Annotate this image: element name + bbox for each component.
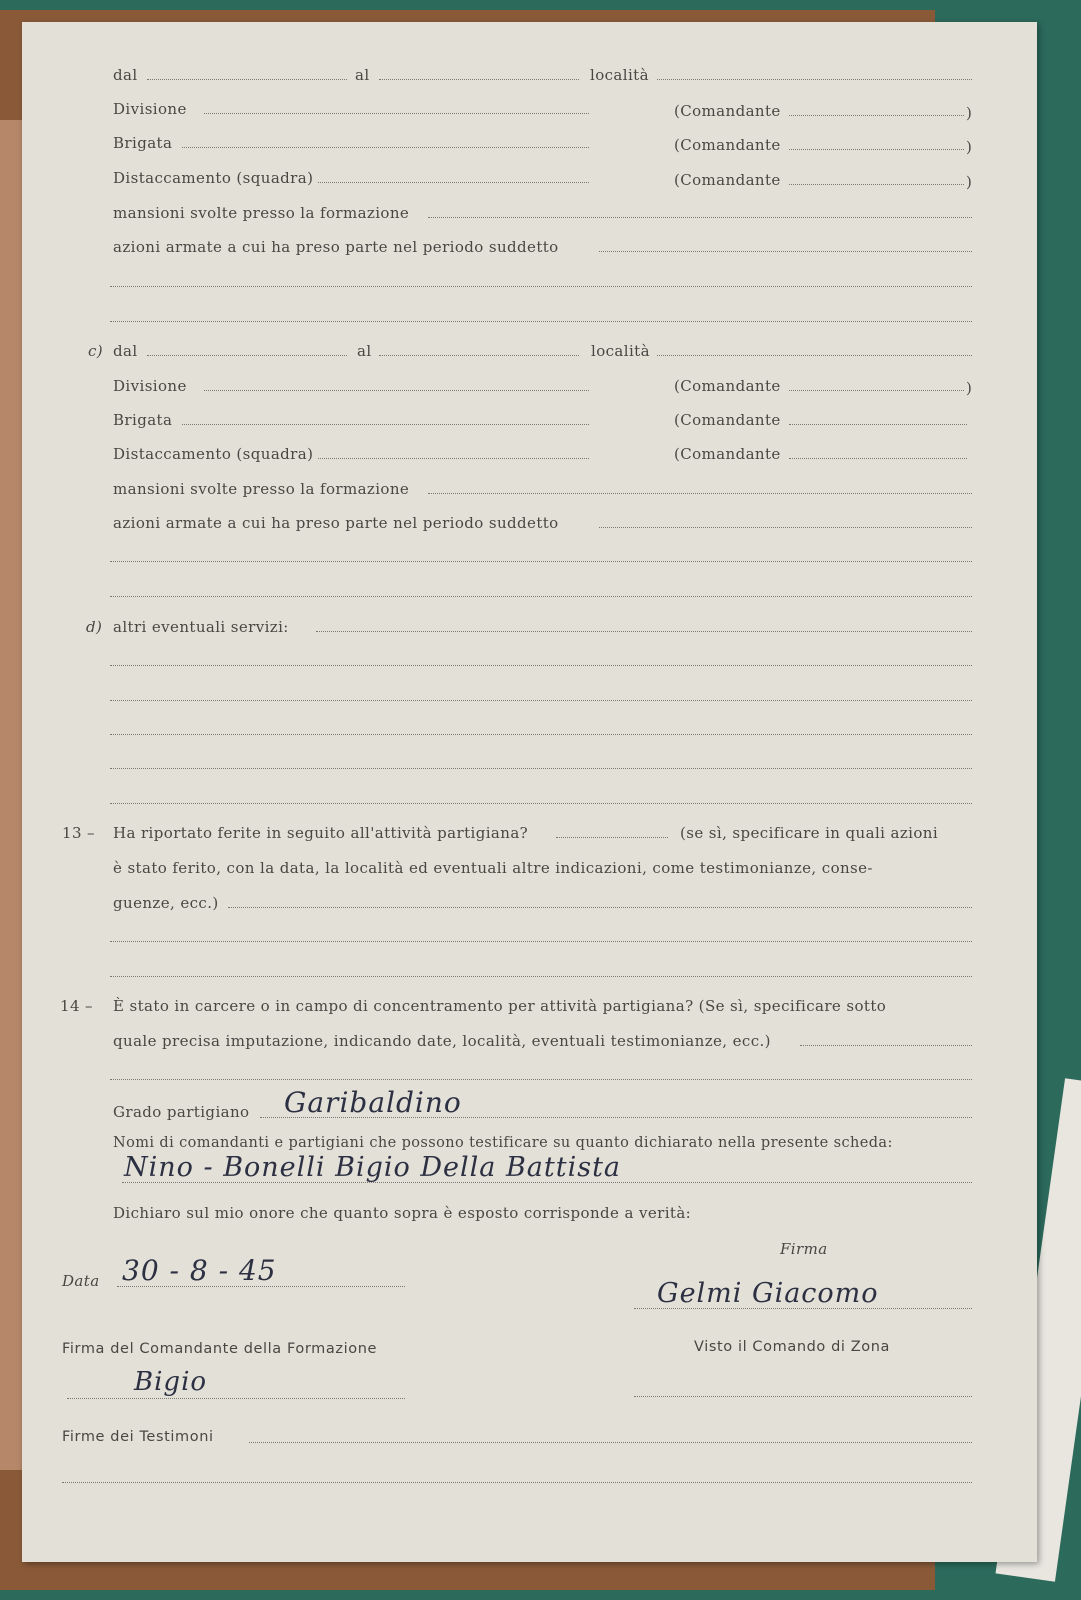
- d-line-6[interactable]: [110, 803, 972, 804]
- c-mansioni-label: mansioni svolte presso la formazione: [113, 480, 410, 498]
- q13-line1-b: (se sì, specificare in quali azioni: [680, 824, 939, 842]
- form-sheet: [22, 22, 1037, 1562]
- c-azioni-label: azioni armate a cui ha preso parte nel periodo suddetto: [113, 514, 559, 532]
- b-divisione-comandante-field[interactable]: [789, 115, 964, 116]
- d-field[interactable]: [316, 631, 972, 632]
- c-azioni-line-2[interactable]: [110, 561, 972, 562]
- c-localita-field[interactable]: [657, 355, 972, 356]
- q13-answer-field[interactable]: [556, 837, 668, 838]
- b-dal-label: dal: [113, 66, 138, 84]
- c-distaccamento-comandante-label: (Comandante: [674, 445, 781, 463]
- b-al-field[interactable]: [379, 79, 579, 80]
- c-al-field[interactable]: [379, 355, 579, 356]
- q13-field-line-1[interactable]: [228, 907, 972, 908]
- q13-field-line-3[interactable]: [110, 976, 972, 977]
- b-azioni-line-3[interactable]: [110, 321, 972, 322]
- c-mansioni-field[interactable]: [428, 493, 972, 494]
- d-line-3[interactable]: [110, 700, 972, 701]
- c-close-paren-1: ): [966, 379, 973, 397]
- c-divisione-comandante-field[interactable]: [789, 390, 964, 391]
- b-brigata-comandante-label: (Comandante: [674, 136, 781, 154]
- data-handwritten-value: 30 - 8 - 45: [122, 1254, 277, 1287]
- d-label: altri eventuali servizi:: [113, 618, 289, 636]
- testimoni-label: Firme dei Testimoni: [62, 1429, 214, 1445]
- b-divisione-comandante-label: (Comandante: [674, 102, 781, 120]
- b-localita-label: località: [590, 66, 649, 84]
- c-azioni-field[interactable]: [599, 527, 972, 528]
- dichiaro-text: Dichiaro sul mio onore che quanto sopra è esposto corrisponde a verità:: [113, 1204, 692, 1222]
- c-divisione-field[interactable]: [204, 390, 589, 391]
- b-brigata-comandante-field[interactable]: [789, 149, 964, 150]
- b-azioni-label: azioni armate a cui ha preso parte nel periodo suddetto: [113, 238, 559, 256]
- c-divisione-label: Divisione: [113, 377, 187, 395]
- q14-line2: quale precisa imputazione, indicando date, località, eventuali testimonianze, ecc.): [113, 1032, 771, 1050]
- b-azioni-line-2[interactable]: [110, 286, 972, 287]
- b-mansioni-label: mansioni svolte presso la formazione: [113, 204, 410, 222]
- c-marker: c): [88, 342, 104, 360]
- data-label: Data: [62, 1272, 100, 1290]
- nomi-label: Nomi di comandanti e partigiani che possono testificare su quanto dichiarato nella presente scheda:: [113, 1135, 893, 1151]
- visto-field[interactable]: [634, 1396, 972, 1397]
- b-distaccamento-comandante-field[interactable]: [789, 184, 964, 185]
- d-line-5[interactable]: [110, 768, 972, 769]
- b-close-paren-3: ): [966, 173, 973, 191]
- firma-comandante-field[interactable]: [67, 1398, 405, 1399]
- visto-label: Visto il Comando di Zona: [694, 1339, 891, 1355]
- testimoni-field-line-2[interactable]: [62, 1482, 972, 1483]
- q14-number: 14 –: [60, 997, 93, 1015]
- firma-handwritten-signature: Gelmi Giacomo: [657, 1278, 879, 1309]
- q14-field-line-1[interactable]: [800, 1045, 972, 1046]
- b-mansioni-field[interactable]: [428, 217, 972, 218]
- b-distaccamento-label: Distaccamento (squadra): [113, 169, 314, 187]
- grado-handwritten-value: Garibaldino: [284, 1086, 462, 1119]
- q13-number: 13 –: [62, 824, 95, 842]
- firma-comandante-handwritten-signature: Bigio: [134, 1367, 208, 1397]
- b-distaccamento-field[interactable]: [318, 182, 589, 183]
- b-close-paren-2: ): [966, 138, 973, 156]
- c-al-label: al: [357, 342, 372, 360]
- b-close-paren-1: ): [966, 104, 973, 122]
- q14-field-line-2[interactable]: [110, 1079, 972, 1080]
- testimoni-field-line-1[interactable]: [249, 1442, 972, 1443]
- c-distaccamento-comandante-field[interactable]: [789, 458, 967, 459]
- d-line-2[interactable]: [110, 665, 972, 666]
- grado-label: Grado partigiano: [113, 1103, 250, 1121]
- q13-line3: guenze, ecc.): [113, 894, 219, 912]
- firma-label: Firma: [780, 1240, 828, 1258]
- q13-line2: è stato ferito, con la data, la località ed eventuali altre indicazioni, come testimonianze, conse-: [113, 859, 873, 877]
- b-dal-field[interactable]: [147, 79, 347, 80]
- d-line-4[interactable]: [110, 734, 972, 735]
- b-localita-field[interactable]: [657, 79, 972, 80]
- b-brigata-field[interactable]: [182, 147, 589, 148]
- c-brigata-comandante-field[interactable]: [789, 424, 967, 425]
- d-marker: d): [86, 618, 103, 636]
- c-divisione-comandante-label: (Comandante: [674, 377, 781, 395]
- b-divisione-field[interactable]: [204, 113, 589, 114]
- firma-comandante-label: Firma del Comandante della Formazione: [62, 1341, 378, 1357]
- c-localita-label: località: [591, 342, 650, 360]
- c-brigata-comandante-label: (Comandante: [674, 411, 781, 429]
- q13-line1-a: Ha riportato ferite in seguito all'attività partigiana?: [113, 824, 529, 842]
- c-distaccamento-field[interactable]: [318, 458, 589, 459]
- c-dal-label: dal: [113, 342, 138, 360]
- nomi-handwritten-value: Nino - Bonelli Bigio Della Battista: [124, 1152, 622, 1183]
- c-distaccamento-label: Distaccamento (squadra): [113, 445, 314, 463]
- q14-line1: È stato in carcere o in campo di concentramento per attività partigiana? (Se sì, specificare sotto: [113, 997, 887, 1015]
- b-azioni-field[interactable]: [599, 251, 972, 252]
- q13-field-line-2[interactable]: [110, 941, 972, 942]
- b-brigata-label: Brigata: [113, 134, 173, 152]
- c-dal-field[interactable]: [147, 355, 347, 356]
- c-brigata-label: Brigata: [113, 411, 173, 429]
- b-al-label: al: [355, 66, 370, 84]
- b-divisione-label: Divisione: [113, 100, 187, 118]
- c-brigata-field[interactable]: [182, 424, 589, 425]
- b-distaccamento-comandante-label: (Comandante: [674, 171, 781, 189]
- c-azioni-line-3[interactable]: [110, 596, 972, 597]
